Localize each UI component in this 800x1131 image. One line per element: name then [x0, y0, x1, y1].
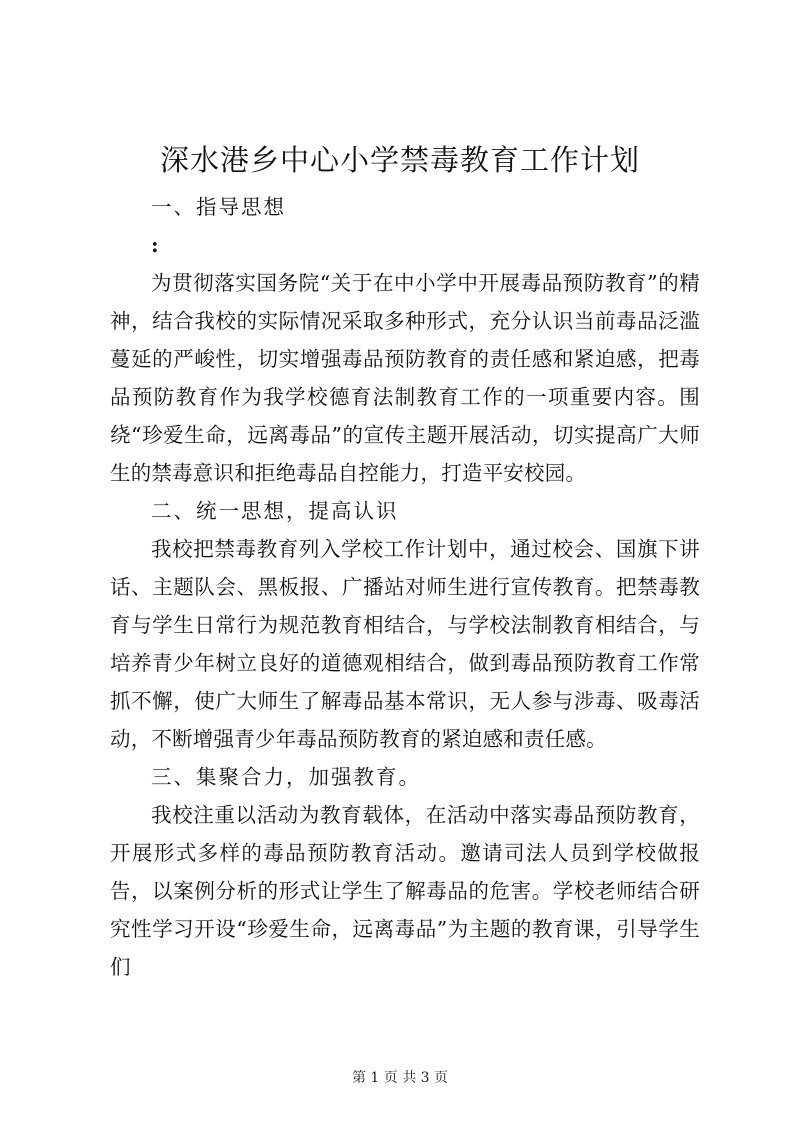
section-heading-gather-strength: 三、集聚合力，加强教育。: [151, 765, 421, 789]
page-number-footer: 第 1 页 共 3 页: [351, 1070, 449, 1086]
colon-line: :: [151, 233, 159, 257]
document-title: 深水港乡中心小学禁毒教育工作计划: [159, 143, 640, 177]
document-body: [110, 188, 700, 986]
section-heading-guiding-thought: 一、指导思想: [151, 195, 286, 219]
body-paragraph: 为贯彻落实国务院“关于在中小学中开展毒品预防教育”的精神，结合我校的实际情况采取多种形式，充分认识当前毒品泛滥蔓延的严峻性，切实增强毒品预防教育的责任感和紧迫感，把毒品预防教育作为我学校德育法制教育工作的一项重要内容。围绕“珍爱生命，远离毒品”的宣传主题开展活动，切实提高广大师生的禁毒意识和拒绝毒品自控能力，打造平安校园。: [110, 271, 700, 485]
body-paragraph: 我校注重以活动为教育载体，在活动中落实毒品预防教育，开展形式多样的毒品预防教育活动。邀请司法人员到学校做报告，以案例分析的形式让学生了解毒品的危害。学校老师结合研究性学习开设“珍爱生命，远离毒品”为主题的教育课，引导学生们: [110, 803, 700, 979]
body-paragraph: 我校把禁毒教育列入学校工作计划中，通过校会、国旗下讲话、主题队会、黑板报、广播站对师生进行宣传教育。把禁毒教育与学生日常行为规范教育相结合，与学校法制教育相结合，与培养青少年树立良好的道德观相结合，做到毒品预防教育工作常抓不懈，使广大师生了解毒品基本常识，无人参与涉毒、吸毒活动，不断增强青少年毒品预防教育的紧迫感和责任感。: [110, 537, 700, 751]
section-heading-unify-thinking: 二、统一思想，提高认识: [151, 499, 399, 523]
